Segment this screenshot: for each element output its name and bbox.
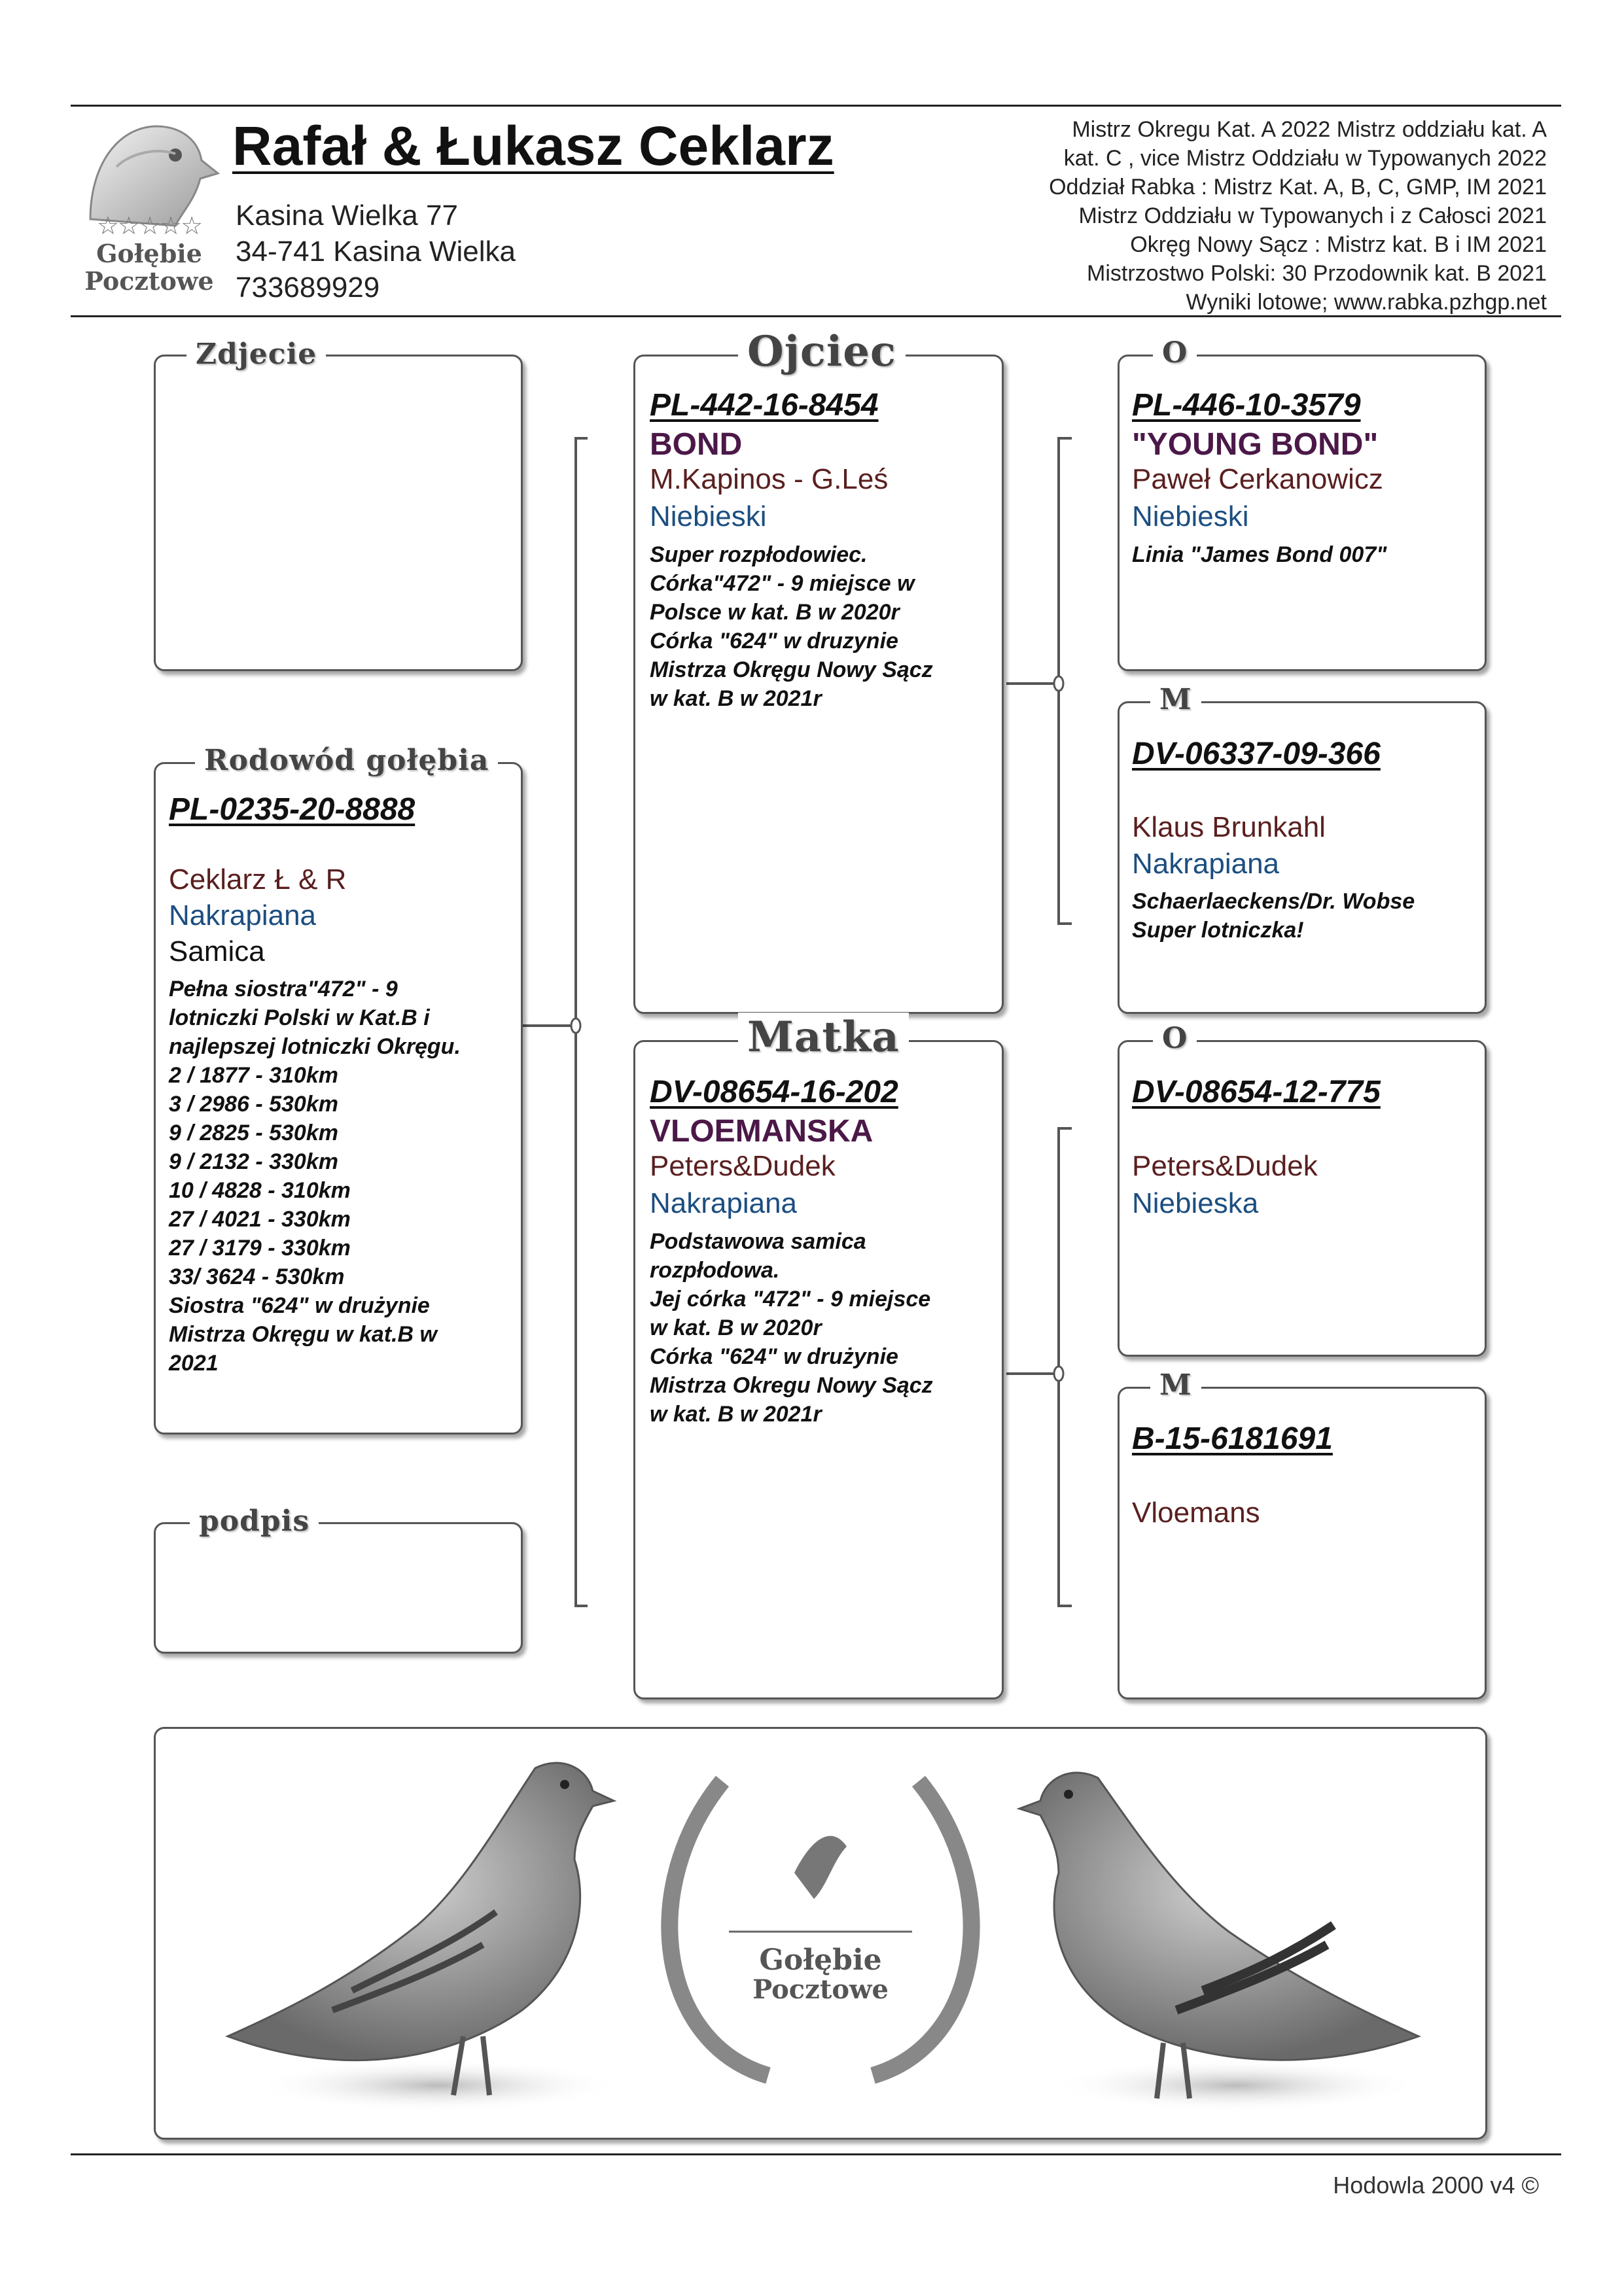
paternal-grandfather-name: "YOUNG BOND": [1132, 427, 1379, 462]
father-owner: M.Kapinos - G.Leś: [650, 463, 889, 495]
note-line: Mistrza Okregu Nowy Sącz: [650, 1373, 933, 1398]
mother-color: Nakrapiana: [650, 1187, 798, 1219]
paternal-grandmother-title: M: [1150, 683, 1201, 716]
emblem-wreath-icon: [669, 1781, 971, 2076]
note-line: Jej córka "472" - 9 miejsce: [650, 1287, 931, 1312]
note-line: Podstawowa samica: [650, 1229, 866, 1254]
note-line: Schaerlaeckens/Dr. Wobse: [1132, 889, 1415, 914]
note-line: Córka "624" w drużynie: [650, 1344, 898, 1369]
note-line: 3 / 2986 - 530km: [169, 1092, 338, 1117]
paternal-grandfather-ring: PL-446-10-3579: [1132, 388, 1361, 423]
address-line2: 34-741 Kasina Wielka: [236, 235, 516, 268]
note-line: Mistrza Okręgu Nowy Sącz: [650, 657, 933, 682]
maternal-grandfather-ring: DV-08654-12-775: [1132, 1075, 1381, 1109]
achievement-line: kat. C , vice Mistrz Oddziału w Typowanych 2022: [1063, 146, 1547, 171]
paternal-grandfather-owner: Paweł Cerkanowicz: [1132, 463, 1383, 495]
note-line: 33/ 3624 - 530km: [169, 1264, 345, 1289]
achievement-line: Okręg Nowy Sącz : Mistrz kat. B i IM 2021: [1130, 232, 1547, 257]
note-line: 27 / 4021 - 330km: [169, 1207, 351, 1232]
subject-color: Nakrapiana: [169, 899, 317, 931]
note-line: Super rozpłodowiec.: [650, 542, 868, 567]
paternal-grandfather-color: Niebieski: [1132, 500, 1249, 532]
note-line: Mistrza Okręgu w kat.B w: [169, 1322, 437, 1347]
subject-box-title: Rodowód gołębia: [195, 744, 498, 777]
left-pigeon-icon: [228, 1763, 620, 2112]
father-ring-number: PL-442-16-8454: [650, 388, 879, 423]
note-line: Siostra "624" w drużynie: [169, 1293, 430, 1318]
achievement-line: Mistrzostwo Polski: 30 Przodownik kat. B 2021: [1087, 261, 1547, 286]
father-box-title: Ojciec: [738, 327, 906, 376]
maternal-grandfather-color: Niebieska: [1132, 1187, 1259, 1219]
note-line: najlepszej lotniczki Okręgu.: [169, 1034, 461, 1059]
emblem-text-line1: Gołębie: [759, 1943, 882, 1977]
pigeon-banner-illustration: [156, 1729, 1485, 2138]
logo-text-line2: Pocztowe: [84, 266, 214, 296]
pigeon-banner-box: [154, 1727, 1487, 2140]
paternal-grandmother-owner: Klaus Brunkahl: [1132, 811, 1326, 843]
note-line: w kat. B w 2021r: [650, 1402, 822, 1427]
paternal-grandfather-notes: [1132, 540, 1386, 569]
breeder-name: Rafał & Łukasz Ceklarz: [232, 115, 834, 177]
address-line1: Kasina Wielka 77: [236, 200, 458, 232]
maternal-grandfather-title: O: [1153, 1022, 1197, 1055]
mother-notes: [650, 1227, 933, 1429]
signature-box: [154, 1522, 523, 1654]
emblem-text-line2: Pocztowe: [752, 1974, 889, 2005]
paternal-grandmother-color: Nakrapiana: [1132, 848, 1280, 880]
photo-box-title: Zdjecie: [186, 338, 326, 371]
maternal-grandmother-ring: B-15-6181691: [1132, 1421, 1333, 1456]
note-line: rozpłodowa.: [650, 1258, 780, 1283]
note-line: Córka"472" - 9 miejsce w: [650, 571, 915, 596]
father-name: BOND: [650, 427, 743, 462]
note-line: w kat. B w 2020r: [650, 1315, 822, 1340]
photo-box: [154, 355, 523, 671]
note-line: Córka "624" w druzynie: [650, 629, 898, 653]
mother-owner: Peters&Dudek: [650, 1150, 836, 1182]
subject-ring-number: PL-0235-20-8888: [169, 792, 415, 827]
note-line: 9 / 2825 - 530km: [169, 1121, 338, 1145]
logo-text-line1: Gołębie: [96, 239, 202, 268]
father-notes: [650, 540, 933, 713]
achievement-line: Mistrz Oddziału w Typowanych i z Całosci 2021: [1078, 203, 1547, 228]
achievement-line: Mistrz Okregu Kat. A 2022 Mistrz oddziału kat. A: [1072, 117, 1547, 142]
phone-number: 733689929: [236, 271, 380, 304]
note-line: Super lotniczka!: [1132, 918, 1304, 943]
subject-sex: Samica: [169, 935, 265, 967]
paternal-grandfather-title: O: [1153, 336, 1197, 370]
note-line: Polsce w kat. B w 2020r: [650, 600, 900, 625]
note-line: 2 / 1877 - 310km: [169, 1063, 338, 1088]
right-pigeon-icon: [1019, 1773, 1419, 2112]
note-line: 9 / 2132 - 330km: [169, 1149, 338, 1174]
maternal-grandmother-owner: Vloemans: [1132, 1497, 1260, 1529]
logo-stars: ☆☆☆☆☆: [96, 213, 202, 240]
note-line: w kat. B w 2021r: [650, 686, 822, 711]
note-line: Pełna siostra"472" - 9: [169, 977, 398, 1001]
note-line: lotniczki Polski w Kat.B i: [169, 1005, 430, 1030]
note-line: Linia "James Bond 007": [1132, 542, 1387, 567]
maternal-grandmother-title: M: [1150, 1368, 1201, 1402]
mother-ring-number: DV-08654-16-202: [650, 1075, 898, 1109]
subject-notes: [169, 975, 461, 1378]
achievement-line: Wyniki lotowe; www.rabka.pzhgp.net: [1186, 290, 1547, 315]
footer-rule: [71, 2153, 1561, 2155]
paternal-grandmother-ring: DV-06337-09-366: [1132, 737, 1381, 771]
note-line: 10 / 4828 - 310km: [169, 1178, 351, 1203]
note-line: 2021: [169, 1351, 219, 1376]
mother-name: VLOEMANSKA: [650, 1114, 874, 1149]
footer-credit: Hodowla 2000 v4 ©: [1333, 2172, 1539, 2199]
note-line: 27 / 3179 - 330km: [169, 1236, 351, 1261]
signature-box-title: podpis: [190, 1505, 319, 1538]
father-color: Niebieski: [650, 500, 767, 532]
paternal-grandmother-notes: [1132, 887, 1415, 945]
subject-owner: Ceklarz Ł & R: [169, 863, 347, 896]
achievement-line: Oddział Rabka : Mistrz Kat. A, B, C, GMP, IM 2021: [1049, 175, 1547, 200]
mother-box-title: Matka: [738, 1013, 909, 1062]
maternal-grandfather-owner: Peters&Dudek: [1132, 1150, 1318, 1182]
